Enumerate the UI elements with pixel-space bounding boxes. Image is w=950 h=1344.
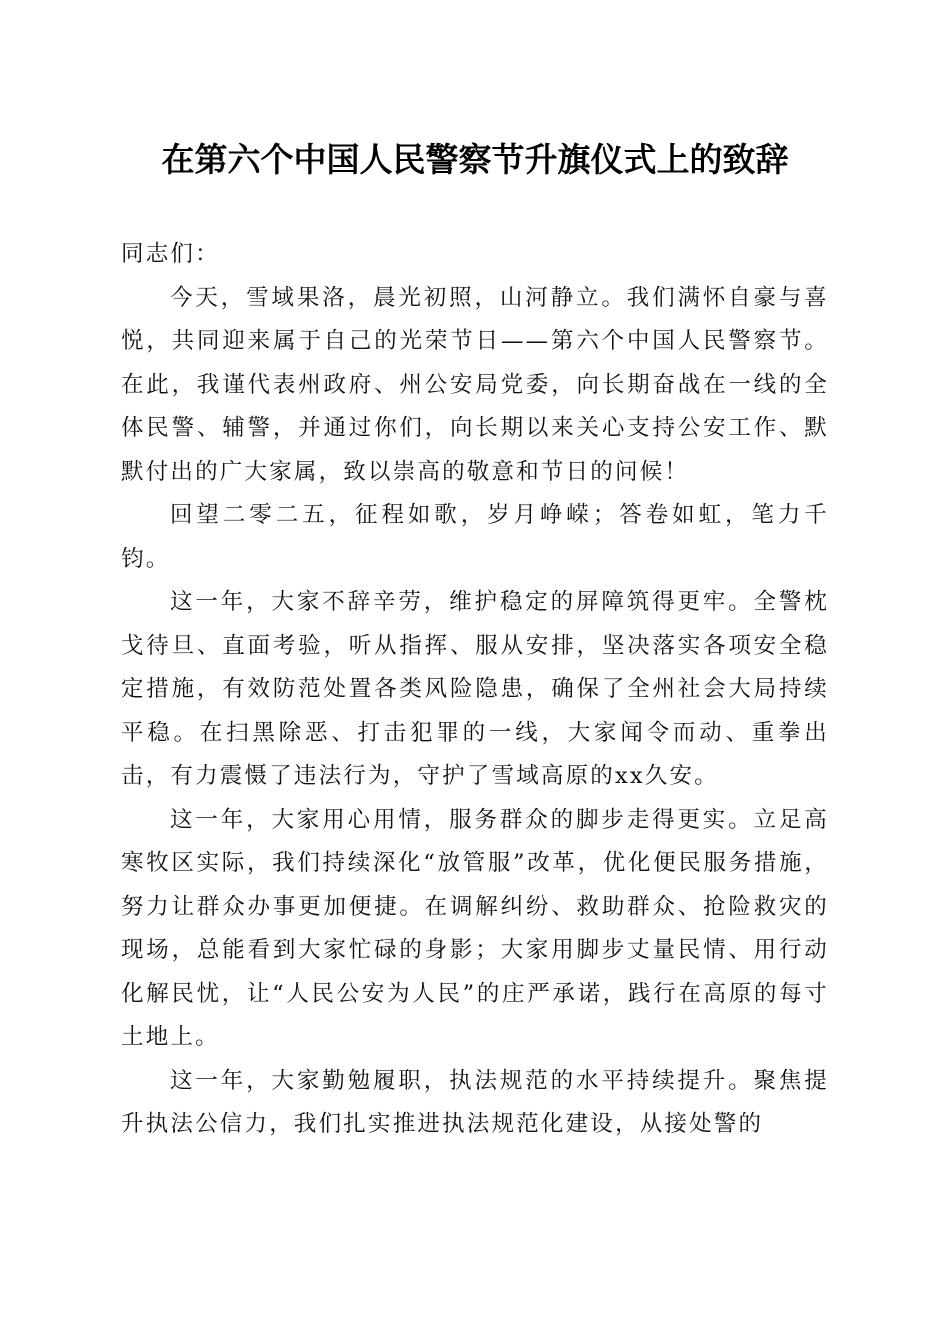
paragraph-1: 今天，雪域果洛，晨光初照，山河静立。我们满怀自豪与喜悦，共同迎来属于自己的光荣节日——第六个中国人民警察节。在此，我谨代表州政府、州公安局党委，向长期奋战在一线的全体民警、辅警，并通过你们，向长期以来关心支持公安工作、默默付出的广大家属，致以崇高的敬意和节日的问候！ — [121, 284, 829, 485]
document-title: 在第六个中国人民警察节升旗仪式上的致辞 — [161, 140, 789, 179]
paragraph-2: 回望二零二五，征程如歌，岁月峥嵘；答卷如虹，笔力千钧。 — [121, 502, 829, 572]
salutation: 同志们： — [121, 241, 220, 267]
document-body — [121, 233, 829, 1147]
paragraph-3: 这一年，大家不辞辛劳，维护稳定的屏障筑得更牢。全警枕戈待旦、直面考验，听从指挥、服从安排，坚决落实各项安全稳定措施，有效防范处置各类风险隐患，确保了全州社会大局持续平稳。在扫黑除恶、打击犯罪的一线，大家闻令而动、重拳出击，有力震慑了违法行为，守护了雪域高原的xx久安。 — [121, 589, 829, 789]
paragraph-5: 这一年，大家勤勉履职，执法规范的水平持续提升。聚焦提升执法公信力，我们扎实推进执法规范化建设，从接处警的 — [121, 1067, 829, 1137]
paragraph-4: 这一年，大家用心用情，服务群众的脚步走得更实。立足高寒牧区实际，我们持续深化“放管服”改革，优化便民服务措施，努力让群众办事更加便捷。在调解纠纷、救助群众、抢险救灾的现场，总能看到大家忙碌的身影；大家用脚步丈量民情、用行动化解民忧，让“人民公安为人民”的庄严承诺，践行在高原的每寸土地上。 — [121, 806, 829, 1050]
